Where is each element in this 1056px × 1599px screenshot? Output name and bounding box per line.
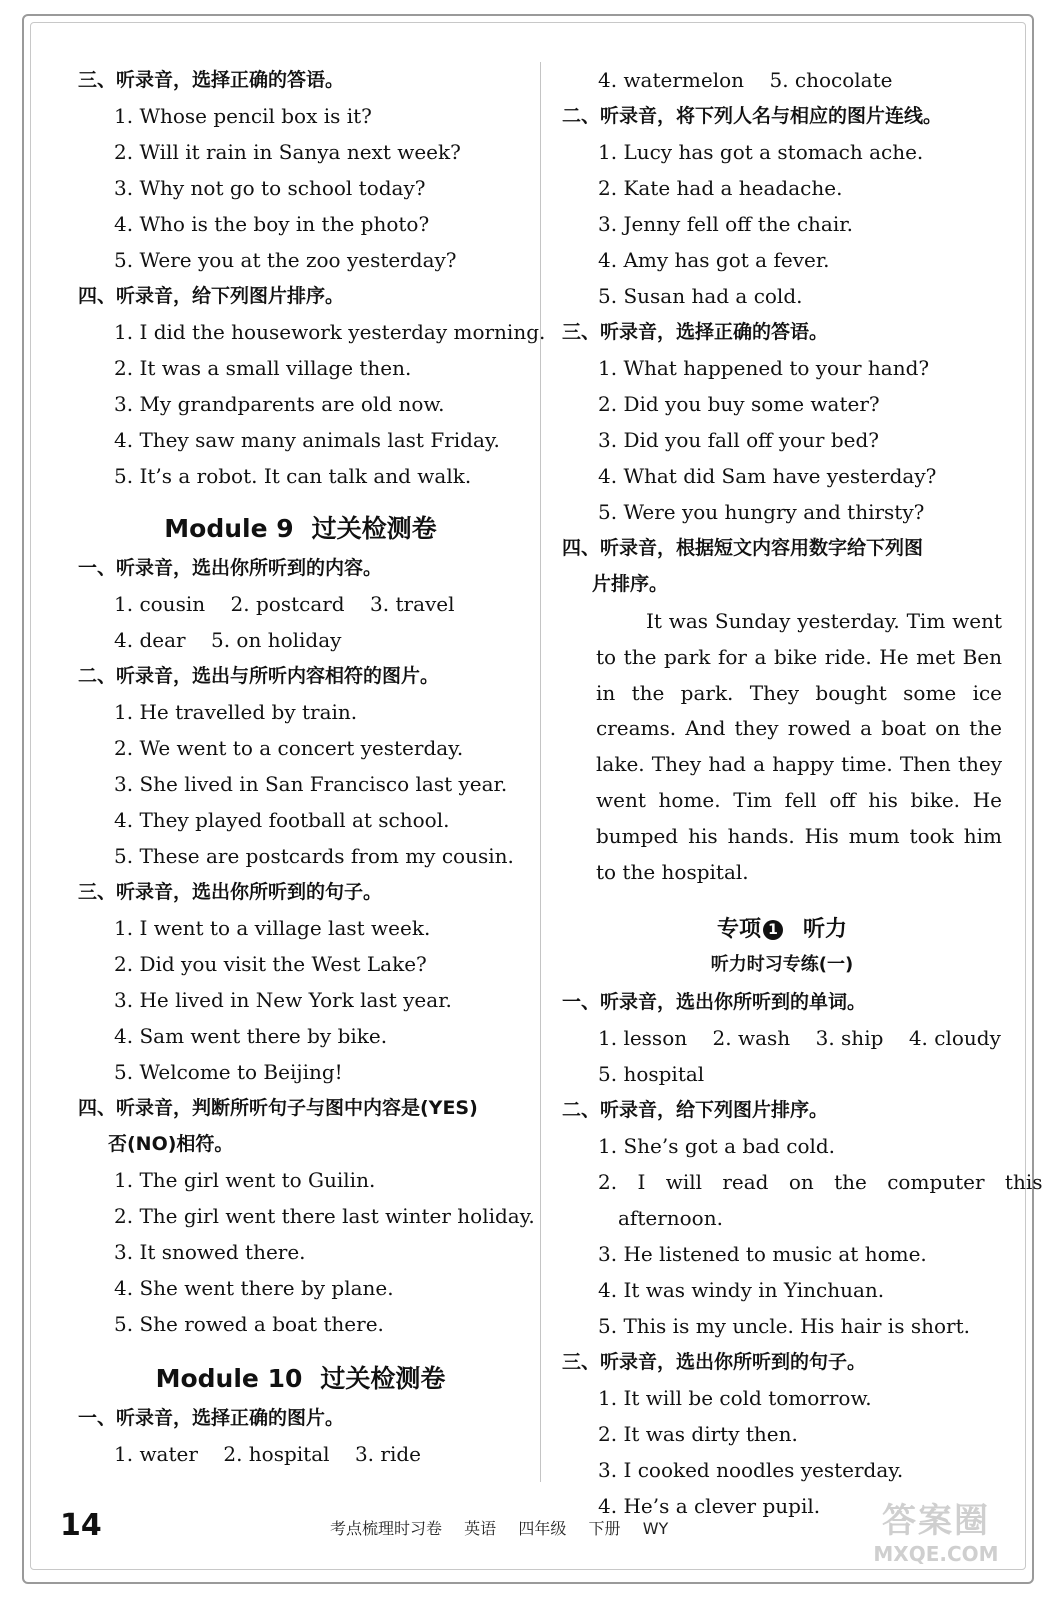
section-heading: 一、听录音，选出你所听到的内容。: [78, 557, 383, 579]
section-heading: 三、听录音，选择正确的答语。: [78, 69, 345, 91]
list-item: 1. It will be cold tomorrow.: [598, 1386, 872, 1411]
right-column: [562, 62, 1043, 1524]
list-item: 5. This is my uncle. His hair is short.: [598, 1314, 970, 1339]
word-line: 4. dear 5. on holiday: [114, 628, 342, 652]
word-line: 1. cousin 2. postcard 3. travel: [114, 592, 455, 616]
list-item: 4. Sam went there by bike.: [114, 1024, 388, 1048]
list-item: 1. I went to a village last week.: [114, 916, 431, 940]
list-item: 3. He lived in New York last year.: [114, 988, 452, 1012]
section-heading-cont: 片排序。: [592, 573, 669, 595]
topic-number-badge: 1: [763, 920, 783, 940]
list-item: 2. Will it rain in Sanya next week?: [114, 140, 461, 164]
column-divider: [540, 62, 541, 1482]
topic-label: 专项: [716, 917, 761, 943]
list-item: 2. We went to a concert yesterday.: [114, 736, 464, 760]
list-item: 4. She went there by plane.: [114, 1276, 394, 1300]
list-item: 3. Why not go to school today?: [114, 176, 426, 200]
topic-name: 听力: [803, 917, 848, 943]
word-line: 5. hospital: [598, 1062, 705, 1087]
list-item: 2. Kate had a headache.: [598, 176, 843, 200]
section-heading: 四、听录音，判断所听句子与图中内容是(YES): [78, 1097, 478, 1119]
topic-title: [562, 910, 1002, 950]
list-item: 5. Welcome to Beijing!: [114, 1060, 343, 1084]
page-number: 14: [60, 1508, 102, 1543]
list-item: 1. Whose pencil box is it?: [114, 104, 372, 128]
section-heading: 二、听录音，选出与所听内容相符的图片。: [78, 665, 440, 687]
list-item: 3. My grandparents are old now.: [114, 392, 445, 416]
passage-text: It was Sunday yesterday. Tim went to the park for a bike ride. He met Ben in the park. They bought some ice creams. And they rowed a boat on the lake. They had a happy time. Then they went home. Tim fell off his bike. He bumped his hands. His mum took him to the hospital.: [596, 609, 1002, 884]
list-item: 2. It was dirty then.: [598, 1422, 798, 1447]
section-heading: 一、听录音，选择正确的图片。: [78, 1407, 345, 1429]
list-item: 1. He travelled by train.: [114, 700, 358, 724]
list-item: 1. I did the housework yesterday morning.: [114, 320, 546, 344]
topic-subtitle: 听力时习专练(一): [710, 954, 854, 976]
list-item: 4. Amy has got a fever.: [598, 248, 830, 272]
list-item: 3. Jenny fell off the chair.: [598, 212, 853, 236]
module-name: Module 10: [155, 1364, 303, 1393]
word-line: 1. lesson 2. wash 3. ship 4. cloudy: [598, 1026, 1001, 1051]
section-heading-cont: 否(NO)相符。: [108, 1133, 234, 1155]
list-item: 2. The girl went there last winter holiday.: [114, 1204, 535, 1228]
list-item: 2. Did you buy some water?: [598, 392, 880, 416]
list-item: 2. Did you visit the West Lake?: [114, 952, 427, 976]
module-name: Module 9: [164, 514, 294, 543]
module-title: [78, 494, 523, 550]
list-item: 3. It snowed there.: [114, 1240, 306, 1264]
list-item: 5. Susan had a cold.: [598, 284, 803, 308]
section-heading: 二、听录音，将下列人名与相应的图片连线。: [562, 105, 943, 127]
list-item: 2. It was a small village then.: [114, 356, 412, 380]
list-item: 4. It was windy in Yinchuan.: [598, 1278, 885, 1303]
section-heading: 二、听录音，给下列图片排序。: [562, 1099, 829, 1122]
list-item: 1. The girl went to Guilin.: [114, 1168, 376, 1192]
section-heading: 三、听录音，选出你所听到的句子。: [78, 881, 383, 903]
watermark-logo: [856, 1500, 1016, 1575]
list-item: 4. Who is the boy in the photo?: [114, 212, 430, 236]
list-item: 5. It’s a robot. It can talk and walk.: [114, 464, 472, 488]
list-item: 1. What happened to your hand?: [598, 356, 930, 380]
list-item: 3. I cooked noodles yesterday.: [598, 1458, 904, 1483]
list-item: 4. They played football at school.: [114, 808, 450, 832]
word-line: 4. watermelon 5. chocolate: [598, 68, 893, 92]
module-label: 过关检测卷: [320, 1364, 446, 1393]
section-heading: 一、听录音，选出你所听到的单词。: [562, 991, 867, 1014]
section-heading: 三、听录音，选择正确的答语。: [562, 321, 829, 343]
list-item: 1. Lucy has got a stomach ache.: [598, 140, 924, 164]
list-item: 4. They saw many animals last Friday.: [114, 428, 500, 452]
section-heading: 三、听录音，选出你所听到的句子。: [562, 1351, 867, 1374]
list-item: 5. Were you hungry and thirsty?: [598, 500, 925, 524]
list-item: 5. She rowed a boat there.: [114, 1312, 384, 1336]
list-item: 2. I will read on the computer this: [598, 1170, 1043, 1195]
list-item: 5. These are postcards from my cousin.: [114, 844, 514, 868]
list-item: 4. What did Sam have yesterday?: [598, 464, 937, 488]
list-item-cont: afternoon.: [618, 1206, 723, 1231]
list-item: 5. Were you at the zoo yesterday?: [114, 248, 457, 272]
footer-text: 考点梳理时习卷 英语 四年级 下册 WY: [330, 1519, 669, 1538]
watermark-url: MXQE.COM: [873, 1542, 999, 1566]
section-heading: 四、听录音，给下列图片排序。: [78, 285, 345, 307]
list-item: 3. She lived in San Francisco last year.: [114, 772, 508, 796]
section-heading: 四、听录音，根据短文内容用数字给下列图: [562, 537, 924, 559]
list-item: 4. He’s a clever pupil.: [598, 1494, 821, 1519]
module-label: 过关检测卷: [311, 514, 437, 543]
word-line: 1. water 2. hospital 3. ride: [114, 1442, 421, 1466]
left-column: [78, 62, 546, 1472]
module-title: [78, 1342, 523, 1400]
watermark-title: 答案圈: [882, 1501, 990, 1541]
list-item: 1. She’s got a bad cold.: [598, 1134, 836, 1159]
passage: [562, 604, 1002, 890]
list-item: 3. He listened to music at home.: [598, 1242, 927, 1267]
list-item: 3. Did you fall off your bed?: [598, 428, 879, 452]
